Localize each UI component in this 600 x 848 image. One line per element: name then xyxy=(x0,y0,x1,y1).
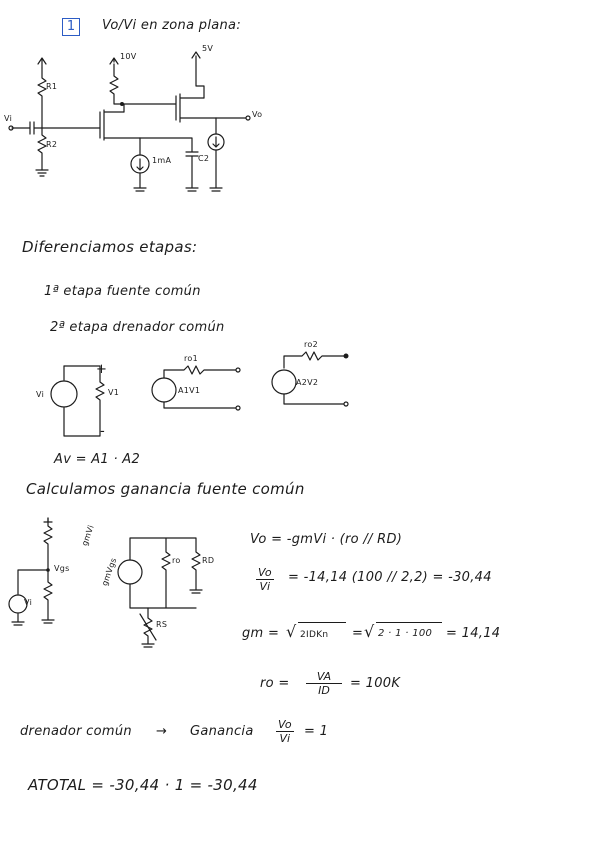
gmvi-label: gmVi xyxy=(80,523,96,548)
eq3-rad1: 2IDKn xyxy=(300,630,329,640)
eq2-rhs: = -14,14 (100 // 2,2) = -30,44 xyxy=(288,570,492,585)
conclusion-frac-den: Vi xyxy=(279,732,291,745)
r1-label: R1 xyxy=(46,82,58,91)
eq4-lhs: ro = xyxy=(260,676,290,691)
gain-equation: Av = A1 · A2 xyxy=(54,452,141,467)
eq3-sqrt-sign: √ xyxy=(286,622,297,641)
supply-right-label: 5V xyxy=(202,44,214,53)
model2-source-label: A1V1 xyxy=(178,386,201,395)
stages-heading: Diferenciamos etapas: xyxy=(22,238,198,256)
ro-label: ro xyxy=(172,556,181,565)
arrow-text: → xyxy=(156,724,168,739)
eq4-rhs: = 100K xyxy=(350,676,401,691)
gain-heading: Calculamos ganancia fuente común xyxy=(26,480,305,498)
eq1: Vo = -gmVi · (ro // RD) xyxy=(250,532,403,547)
gain-text: Ganancia xyxy=(190,724,254,739)
model3-r-label: ro2 xyxy=(304,340,318,349)
model1-minus: - xyxy=(100,424,105,439)
vi-label: Vi xyxy=(24,598,33,607)
stage2-text: 2ª etapa drenador común xyxy=(50,320,225,335)
conclusion-gain-value: = 1 xyxy=(304,724,329,739)
rs-label: RS xyxy=(156,620,168,629)
vgs-label: Vgs xyxy=(54,564,70,573)
model1-source-label: Vi xyxy=(36,390,45,399)
eq2-num: Vo xyxy=(258,566,272,579)
problem-title: Vo/Vi en zona plana: xyxy=(102,18,242,33)
eq4-num: VA xyxy=(306,670,342,684)
eq2-den: Vi xyxy=(259,580,271,593)
eq3-mid: = xyxy=(352,626,364,641)
eq3-lhs: gm = xyxy=(242,626,280,641)
cap-label: C2 xyxy=(198,154,210,163)
r2-label: R2 xyxy=(46,140,58,149)
drain-text: drenador común xyxy=(20,724,132,739)
model1-plus: + xyxy=(96,362,108,377)
problem-number-box: 1 xyxy=(62,18,80,36)
input-label: Vi xyxy=(4,114,13,123)
rd-label: RD xyxy=(202,556,215,565)
conclusion-frac-num: Vo xyxy=(278,718,292,731)
eq3-rad2: 2 · 1 · 100 xyxy=(378,628,433,639)
model2-r-label: ro1 xyxy=(184,354,198,363)
gmvgs-label: gmVgs xyxy=(100,556,119,588)
eq4-den: ID xyxy=(318,684,330,697)
model3-source-label: A2V2 xyxy=(296,378,319,387)
eq4-fraction xyxy=(306,670,342,697)
output-label: Vo xyxy=(252,110,263,119)
model1-v-label: V1 xyxy=(108,388,120,397)
eq2-fraction xyxy=(256,566,274,593)
total-gain: ATOTAL = -30,44 · 1 = -30,44 xyxy=(28,776,258,794)
stage1-text: 1ª etapa fuente común xyxy=(44,284,201,299)
current-source-label: 1mA xyxy=(152,156,172,165)
eq3-sqrt-sign-2: √ xyxy=(364,622,375,641)
supply-left-label: 10V xyxy=(120,52,137,61)
eq3-rhs: = 14,14 xyxy=(446,626,501,641)
conclusion-fraction xyxy=(276,718,294,745)
